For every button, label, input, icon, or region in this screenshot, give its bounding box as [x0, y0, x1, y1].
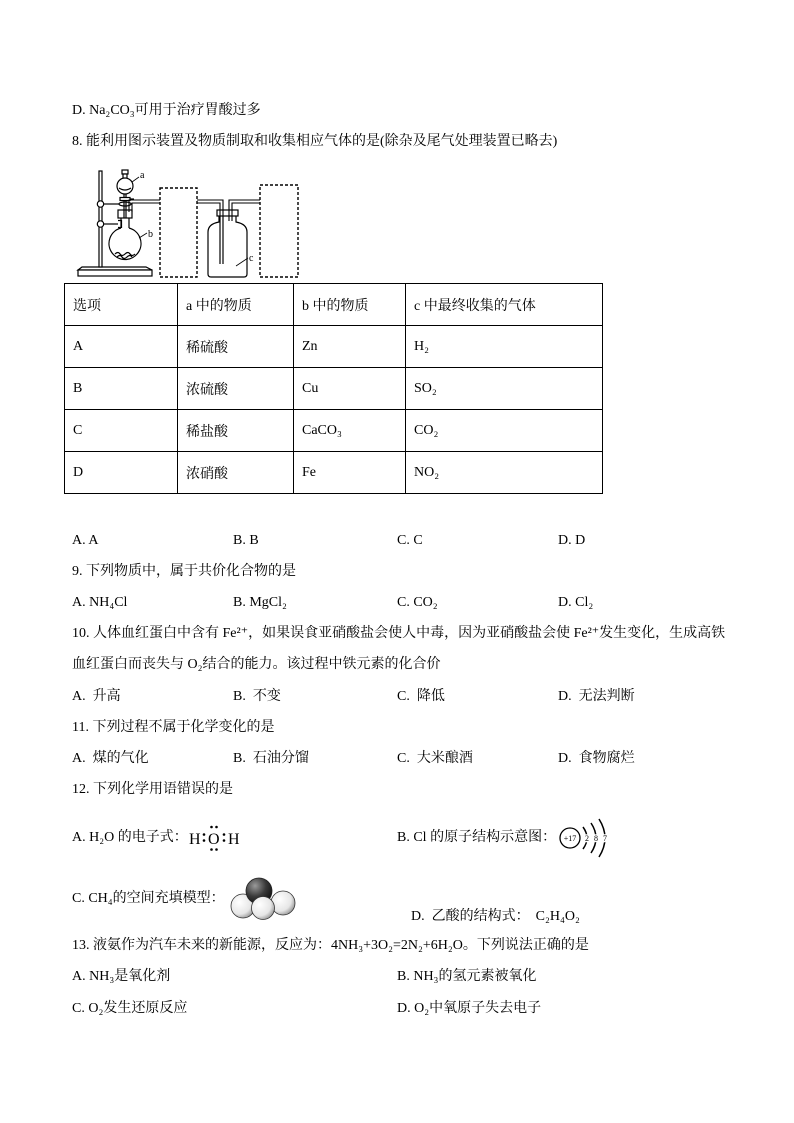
- water-electron-formula: [188, 823, 250, 853]
- table-cell: Fe: [294, 452, 406, 494]
- table-row: [65, 410, 603, 452]
- table-cell: SO₂: [406, 368, 603, 410]
- table-cell: D: [65, 452, 178, 494]
- q9-option-a: A. NH₄Cl: [72, 595, 128, 610]
- q11-option-a: A. 煤的气化: [72, 751, 149, 766]
- q12-option-a: A. H₂O 的电子式：: [72, 830, 188, 845]
- q8-option-d: D. D: [558, 533, 586, 548]
- table-header-cell: b 中的物质: [294, 284, 406, 326]
- shell-1-electrons: 2: [585, 834, 589, 843]
- table-row: [65, 326, 603, 368]
- table-header-cell: c 中最终收集的气体: [406, 284, 603, 326]
- table-header-cell: a 中的物质: [178, 284, 294, 326]
- q13-stem: 13. 液氨作为汽车未来的新能源，反应为：4NH₃+3O₂=2N₂+6H₂O。下列说法正确的是: [72, 938, 589, 953]
- nucleus-charge: +17: [563, 834, 577, 843]
- dashed-box-2: [260, 185, 298, 277]
- q9-option-c: C. CO₂: [397, 595, 438, 610]
- q11-option-c: C. 大米酿酒: [397, 751, 473, 766]
- acetic-acid-formula: C₂H₄O₂: [535, 909, 580, 924]
- delivery-tube-1: [129, 200, 160, 212]
- q8-option-b: B. B: [233, 533, 259, 548]
- gas-collecting-bottle: [208, 210, 247, 277]
- table-row: [65, 452, 603, 494]
- apparatus-figure: [76, 166, 302, 280]
- q13-option-c: C. O₂发生还原反应: [72, 1001, 188, 1016]
- retort-stand: [78, 171, 152, 276]
- q8-table: [64, 283, 603, 494]
- table-header-row: [65, 284, 603, 326]
- shell-3-electrons: 7: [603, 834, 607, 843]
- table-cell: NO₂: [406, 452, 603, 494]
- q11-stem: 11. 下列过程不属于化学变化的是: [72, 720, 275, 735]
- q11-option-b: B. 石油分馏: [233, 751, 309, 766]
- label-b: b: [148, 229, 153, 240]
- table-cell: Cu: [294, 368, 406, 410]
- q12-option-b: B. Cl 的原子结构示意图：: [397, 830, 557, 845]
- q10-option-a: A. 升高: [72, 689, 121, 704]
- hydrogen-sphere: [271, 891, 295, 915]
- q10-stem-line2: 血红蛋白而丧失与 O₂结合的能力。该过程中铁元素的化合价: [72, 657, 441, 672]
- round-bottom-flask: [109, 210, 141, 259]
- table-cell: CO₂: [406, 410, 603, 452]
- q12-option-d-text: D. 乙酸的结构式：: [411, 909, 530, 924]
- table-cell: 浓硝酸: [178, 452, 294, 494]
- label-c: c: [249, 253, 254, 264]
- label-c-group: [236, 253, 254, 266]
- label-a: a: [140, 170, 145, 181]
- q12-option-c: C. CH₄的空间充填模型：: [72, 891, 225, 906]
- table-cell: H₂: [406, 326, 603, 368]
- q13-option-b: B. NH₃的氢元素被氧化: [397, 969, 537, 984]
- table-cell: B: [65, 368, 178, 410]
- q10-stem-line1: 10. 人体血红蛋白中含有 Fe²⁺，如果误食亚硝酸盐会使人中毒，因为亚硝酸盐会使 Fe²⁺发生变化，生成高铁: [72, 626, 726, 641]
- table-row: [65, 368, 603, 410]
- shell-2-electrons: 8: [594, 834, 598, 843]
- label-a-group: [132, 170, 145, 182]
- q9-stem: 9. 下列物质中，属于共价化合物的是: [72, 564, 296, 579]
- table-cell: Zn: [294, 326, 406, 368]
- q10-option-c: C. 降低: [397, 689, 445, 704]
- table-header-cell: 选项: [65, 284, 178, 326]
- atom-o: O: [208, 831, 220, 848]
- q8-stem: 8. 能利用图示装置及物质制取和收集相应气体的是(除杂及尾气处理装置已略去): [72, 134, 558, 149]
- table-cell: A: [65, 326, 178, 368]
- q11-option-d: D. 食物腐烂: [558, 751, 635, 766]
- q8-option-a: A. A: [72, 533, 99, 548]
- q8-option-c: C. C: [397, 533, 423, 548]
- table-cell: CaCO₃: [294, 410, 406, 452]
- q12-option-d: [397, 890, 580, 924]
- q12-stem: 12. 下列化学用语错误的是: [72, 782, 233, 797]
- table-cell: 浓硫酸: [178, 368, 294, 410]
- dashed-box-1: [160, 188, 197, 277]
- q13-option-d: D. O₂中氧原子失去电子: [397, 1001, 542, 1016]
- q9-option-b: B. MgCl₂: [233, 595, 287, 610]
- q7-option-d: D. Na₂CO₃可用于治疗胃酸过多: [72, 103, 261, 118]
- hydrogen-sphere: [252, 897, 275, 920]
- table-cell: 稀盐酸: [178, 410, 294, 452]
- atom-h-left: H: [189, 831, 201, 848]
- methane-space-filling-model: [228, 876, 298, 920]
- q13-option-a: A. NH₃是氧化剂: [72, 969, 171, 984]
- label-b-group: [139, 229, 153, 240]
- table-cell: 稀硫酸: [178, 326, 294, 368]
- q10-option-d: D. 无法判断: [558, 689, 635, 704]
- q9-option-d: D. Cl₂: [558, 595, 594, 610]
- atom-h-right: H: [228, 831, 240, 848]
- chlorine-atom-structure-diagram: [555, 818, 617, 858]
- q10-option-b: B. 不变: [233, 689, 281, 704]
- table-cell: C: [65, 410, 178, 452]
